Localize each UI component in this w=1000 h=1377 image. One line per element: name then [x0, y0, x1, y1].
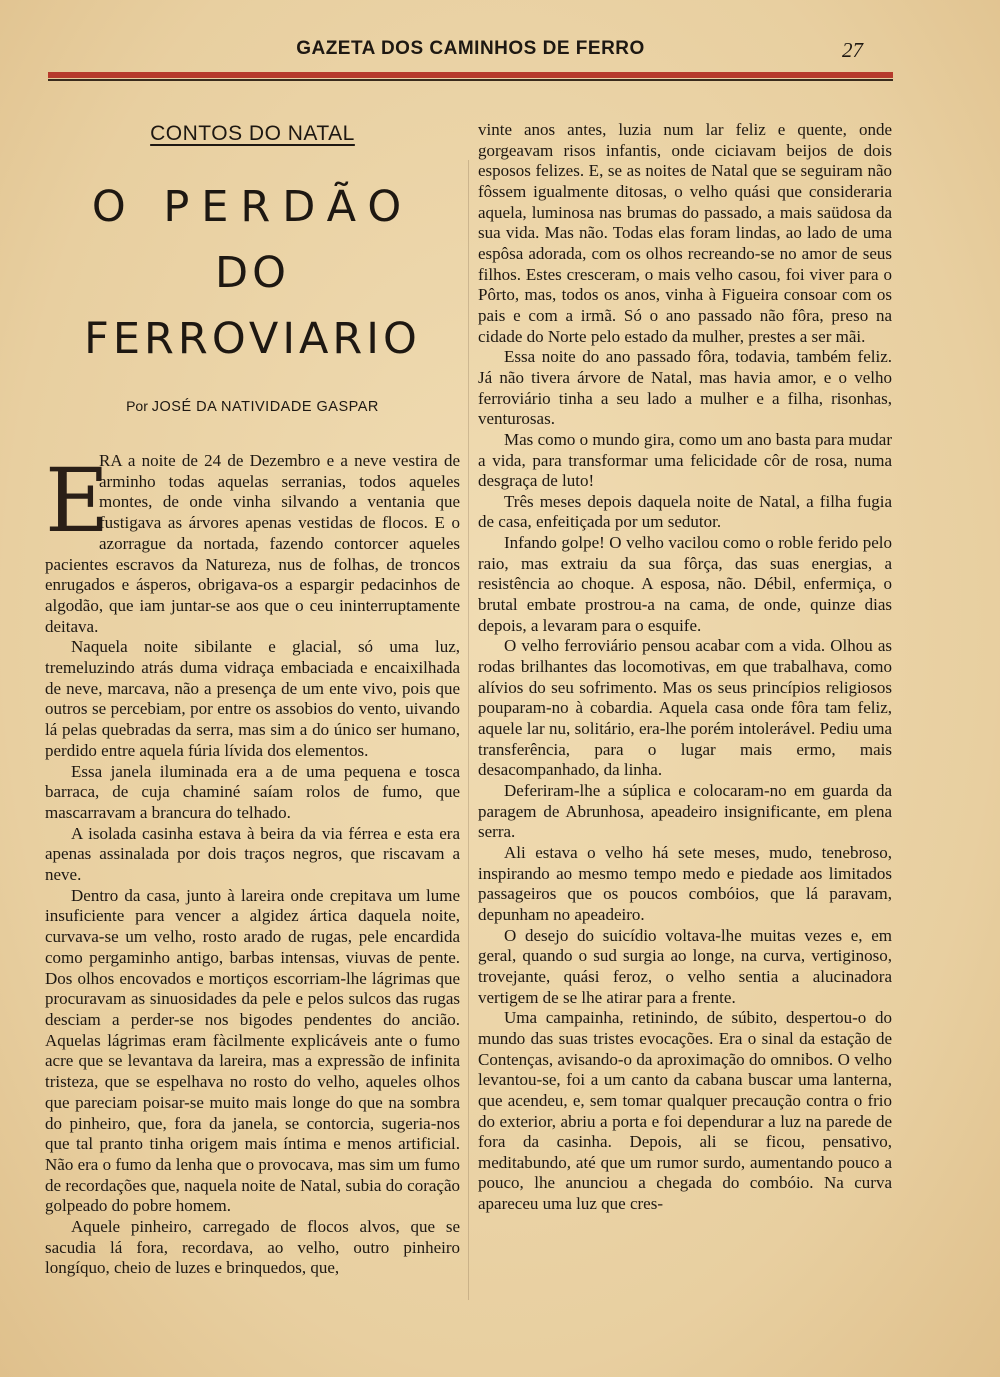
paragraph-right-8: Ali estava o velho há sete meses, mudo, tenebroso, inspirando ao mesmo tempo medo e piedade aos limitados passageiros que os poucos combóios, que lá paravam, depunham no apeadeiro.	[478, 842, 892, 924]
byline	[45, 398, 460, 415]
paragraph-right-1: vinte anos antes, luzia num lar feliz e quente, onde gorgeavam risos infantis, onde ciciavam beijos de dois esposos felizes. E, se as noites de Natal que se seguiram não fôssem igualmente ditosas, o velho quási que consideraria aquela, luminosa nas brumas do passado, a mais saüdosa da sua vida. Mas não. Todas elas foram lindas, ao lado de uma espôsa adorada, com os olhos recreando-se no amor de seus filhos. Estes cresceram, o mais velho casou, foi viver para o Pôrto, mas, todos os anos, vinha à Figueira consoar com os pais e com a irmã. Só o ano passado não fôra, preso na cidade do Norte pelo estado da mulher, prestes a ser mãi.	[478, 120, 892, 346]
paragraph-left-1-text: RA a noite de 24 de Dezembro e a neve vestira de arminho todas aquelas serranias, todos aqueles montes, de onde vinha silvando a ventania que fustigava as árvores apenas vestidas de flocos. E o azorrague da nortada, fazendo contorcer aqueles pacientes escravos da Natureza, nus de folhas, de troncos enrugados e ásperos, obrigava-os a espargir pedacinhos de algodão, que iam juntar-se aos que o ceu ininterruptamente deitava.	[45, 451, 460, 636]
byline-author: JOSÉ DA NATIVIDADE GASPAR	[151, 399, 379, 415]
page-header	[48, 36, 893, 68]
dropcap-letter: E	[45, 449, 110, 552]
section-heading-text: CONTOS DO NATAL	[150, 122, 355, 145]
section-heading	[45, 122, 460, 146]
article-title-line1: O PERDÃO	[91, 182, 414, 232]
article-title-line2: DO FERROVIARIO	[84, 248, 421, 364]
paragraph-left-6: Aquele pinheiro, carregado de flocos alvos, que se sacudia lá fora, recordava, ao velho, outro pinheiro longíquo, cheio de luzes e brinquedos, que,	[45, 1217, 460, 1278]
paragraph-left-4: A isolada casinha estava à beira da via férrea e esta era apenas assinalada por dois traços negros, que riscavam a neve.	[45, 823, 460, 885]
paragraph-right-9: O desejo do suicídio voltava-lhe muitas vezes e, em geral, quando o sud surgia ao longe, na curva, vertiginoso, trovejante, quási feroz, o velho sentia a alucinadora vertigem de se lhe atirar para a frente.	[478, 925, 892, 1007]
header-rule-red	[48, 72, 893, 78]
byline-prefix: Por	[126, 398, 148, 414]
right-column	[478, 120, 892, 1215]
paragraph-right-6: O velho ferroviário pensou acabar com a vida. Olhou as rodas brilhantes das locomotivas, em que trabalhava, como alívios do seu sofrimento. Mas os seus princípios religiosos pouparam-no à cobardia. Aquela casa onde fôra tam feliz, aquele lar nu, solitário, era-lhe porém intolerável. Pediu uma transferência, para o lugar mais ermo, mais desacompanhado, da linha.	[478, 636, 892, 780]
column-divider	[468, 160, 469, 1300]
dropcap-ornament	[45, 449, 110, 553]
paragraph-right-10: Uma campainha, retinindo, de súbito, despertou-o do mundo das suas tristes evocações. Era o sinal da estação de Contenças, avisando-o da aproximação do omnibos. O velho levantou-se, foi a um canto da cabana buscar uma lanterna, que acendeu, e, sem tomar qualquer precaução contra o frio do exterior, abriu a porta e foi dependurar a luz na parede de fora da casinha. Depois, ali se ficou, pensativo, meditabundo, até que um rumor surdo, aumentando pouco a pouco, lhe anunciou a chegada do combóio. Na curva apareceu uma luz que cres-	[478, 1008, 892, 1214]
paragraph-left-3: Essa janela iluminada era a de uma pequena e tosca barraca, de cuja chaminé saíam rolos de fumo, que mascarravam a brancura do telhado.	[45, 761, 460, 822]
paragraph-right-3: Mas como o mundo gira, como um ano basta para mudar a vida, para transformar uma felicidade côr de rosa, numa desgraça de luto!	[478, 429, 892, 491]
publication-title: GAZETA DOS CAMINHOS DE FERRO	[296, 38, 645, 59]
article-title	[45, 174, 460, 372]
header-rule-dark	[48, 79, 893, 81]
paragraph-right-7: Deferiram-lhe a súplica e colocaram-no em guarda da paragem de Abrunhosa, apeadeiro insignificante, em plena serra.	[478, 781, 892, 842]
paragraph-right-4: Três meses depois daquela noite de Natal, a filha fugia de casa, enfeitiçada por um sedutor.	[478, 491, 892, 532]
left-column	[45, 120, 460, 1279]
paragraph-left-2: Naquela noite sibilante e glacial, só uma luz, tremeluzindo atrás duma vidraça embaciada e encaixilhada de neve, marcava, não a presença de um ente vivo, pois que outros se percebiam, por entre os assobios do vento, uivando lá pelas quebradas da serra, mas sim a do único ser humano, perdido entre aquela fúria lívida dos elementos.	[45, 637, 460, 760]
paragraph-left-1	[45, 451, 460, 637]
paragraph-left-5: Dentro da casa, junto à lareira onde crepitava um lume insuficiente para vencer a algidez ártica daquela noite, curvava-se um velho, rosto arado de rugas, pele encardida como pergaminho antigo, barbas intensas, viuvas de pente. Dos olhos encovados e mortiços escorriam-lhe lágrimas que procuravam as sinuosidades da pele e pelos sulcos das rugas desciam a perder-se nos bigodes pendentes do ancião. Aquelas lágrimas eram fàcilmente explicáveis ante o fumo acre que se levantava da lareira, mas a expressão de infinita tristeza, que se espelhava no rosto do velho, aqueles olhos que pareciam poisar-se muito mais longe do que na sombra do pinheiro, que, fora da janela, se contorcia, sugeria-nos que tal pranto tinha origem mais íntima e menos artificial. Não era o fumo da lenha que o provocava, mas sim um fumo de recordações que, naquela noite de Natal, subia do coração golpeado do pobre homem.	[45, 885, 460, 1216]
paragraph-right-2: Essa noite do ano passado fôra, todavia, também feliz. Já não tivera árvore de Natal, mas havia amor, e o velho ferroviário tinha a seu lado a mulher e a filha, risonhas, venturosas.	[478, 347, 892, 429]
paragraph-right-5: Infando golpe! O velho vacilou como o roble ferido pelo raio, mas extraiu da sua fôrça, das suas energias, a resistência ao choque. A esposa, não. Débil, enfermiça, o brutal embate prostrou-a na cama, de onde, quinze dias depois, a levaram para o esquife.	[478, 533, 892, 635]
page-number: 27	[842, 38, 863, 62]
